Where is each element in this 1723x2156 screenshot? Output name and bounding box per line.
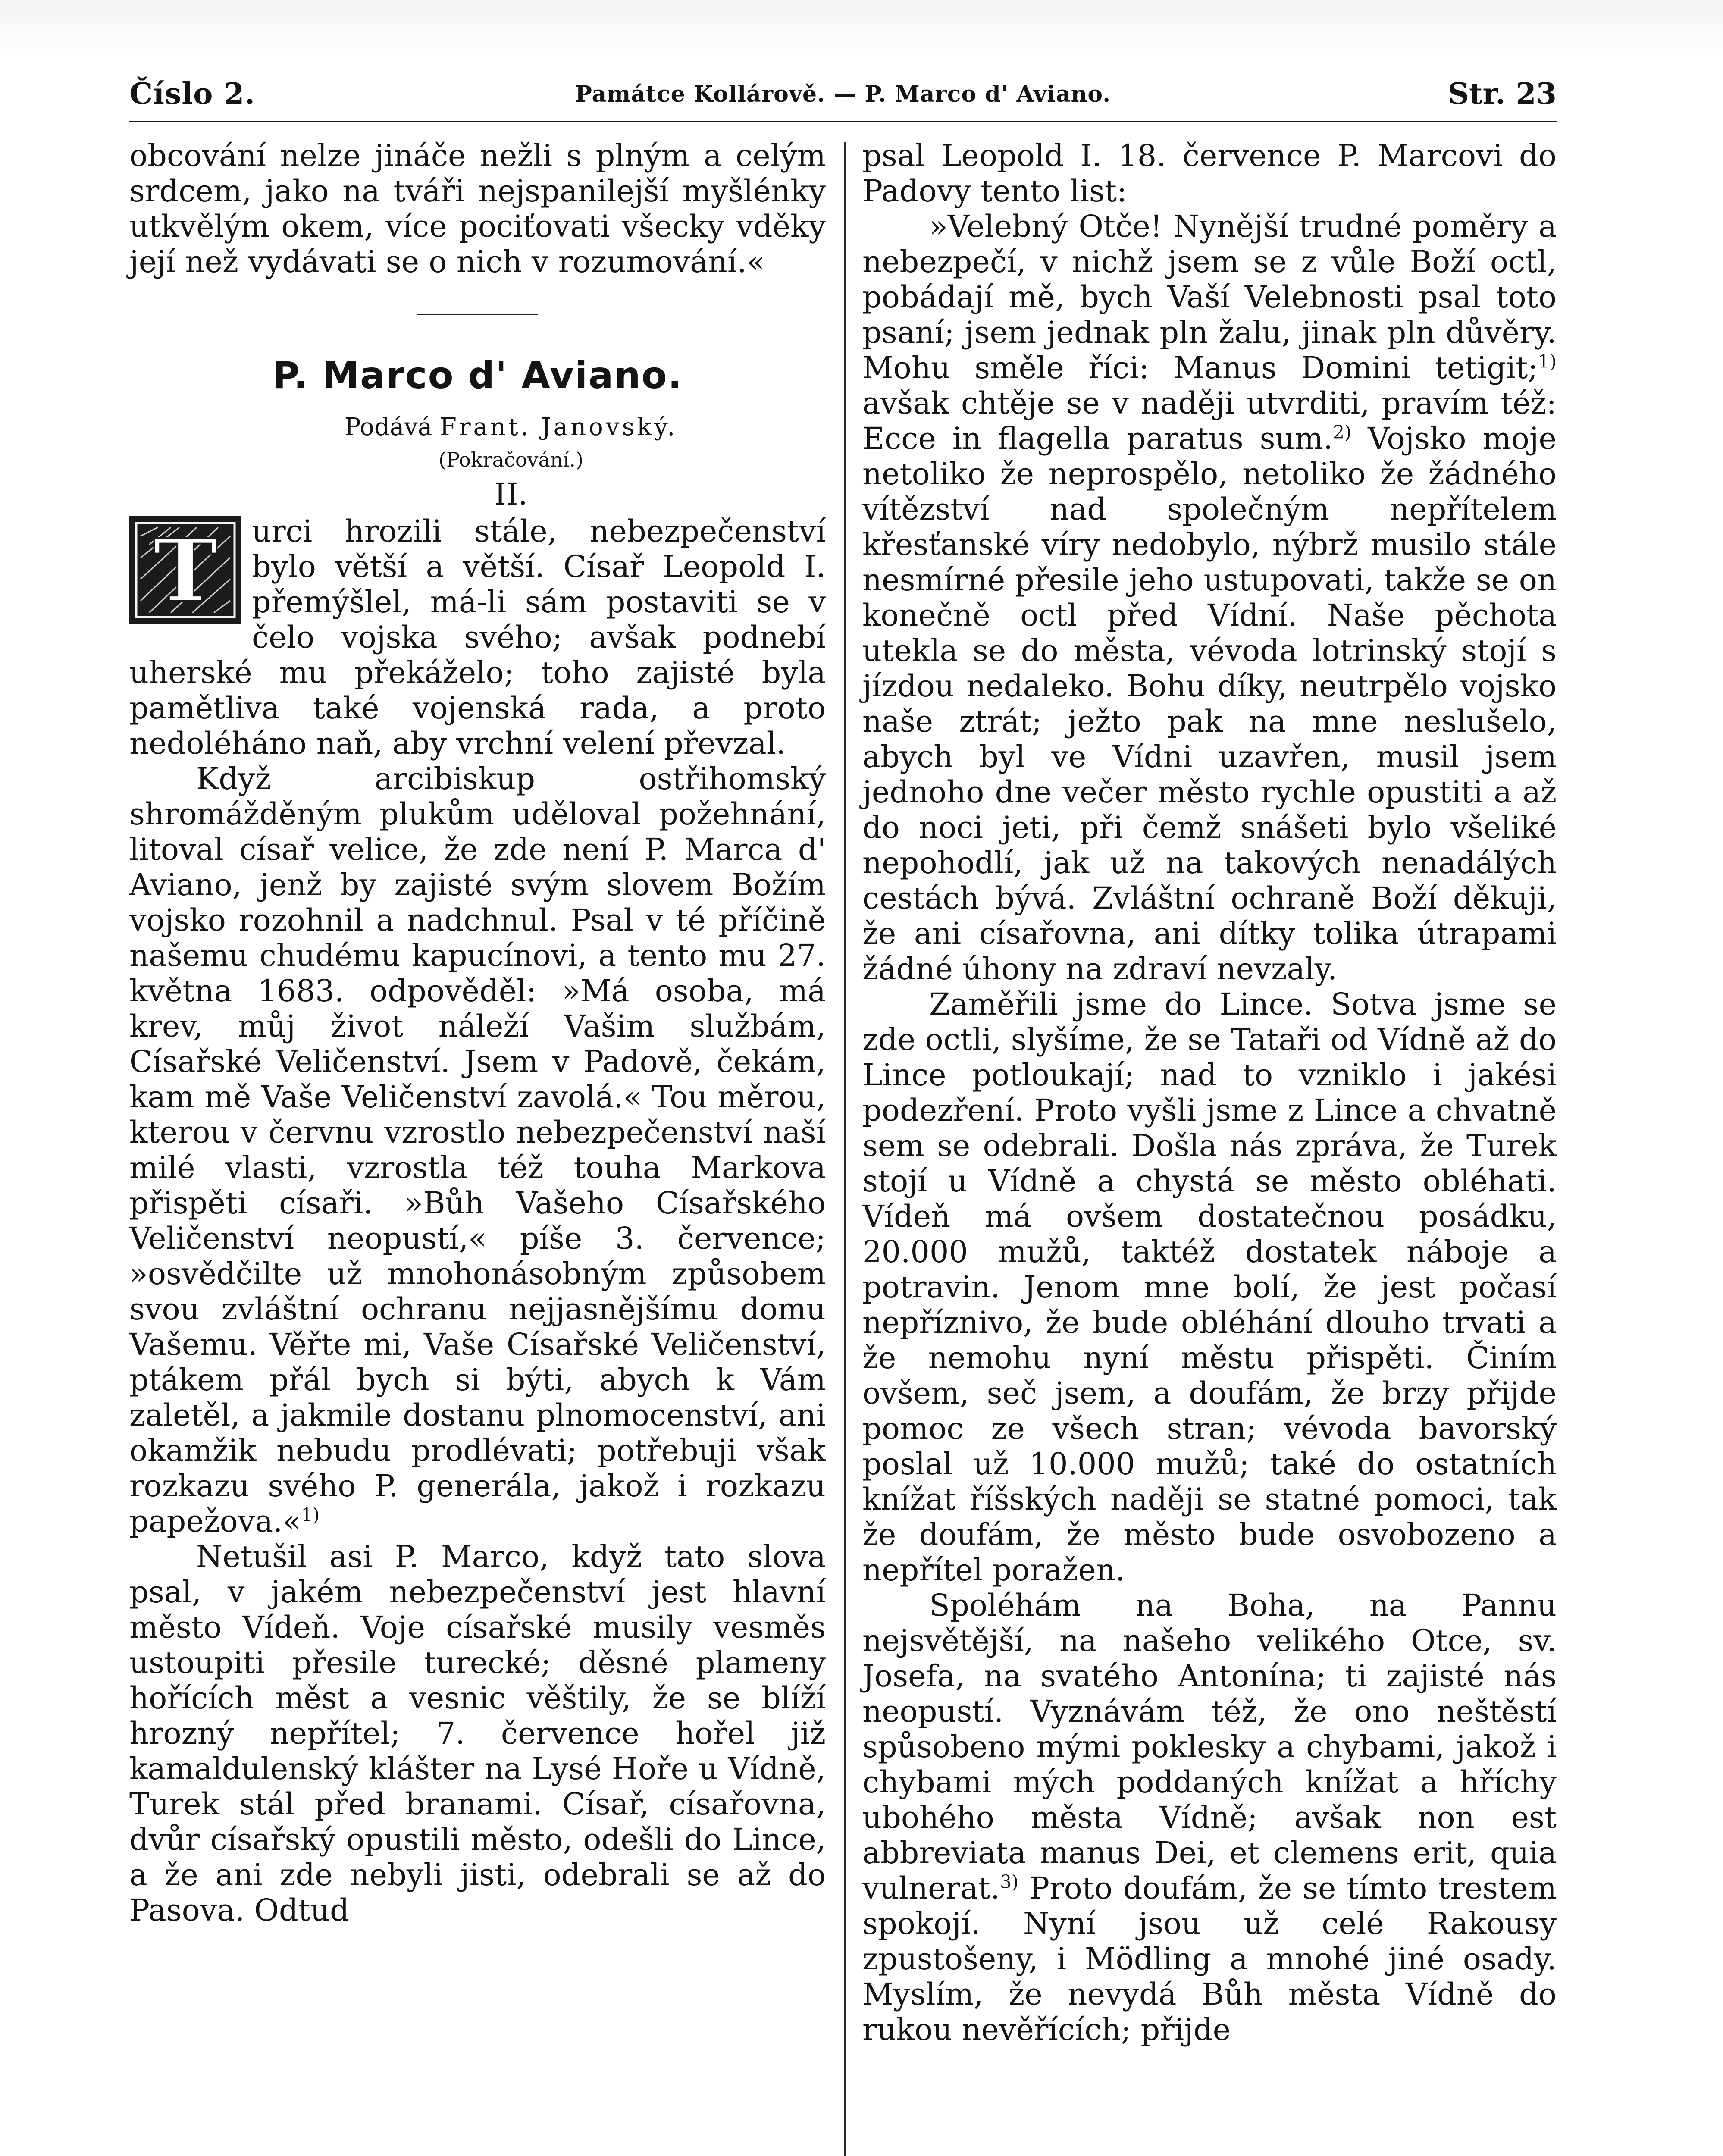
footnote-ref: 2) — [1333, 421, 1352, 443]
left-column — [129, 138, 826, 2134]
section-number: II. — [494, 476, 528, 512]
paragraph: Netušil asi P. Marco, když tato slova psal, v jakém nebezpečenství jest hlavní město Vídeň. Voje císařské musily vesměs ustoupiti přesile turecké; děsné plameny hořících měst a vesnic věštily, že se blíží hrozný nepřítel; 7. července hořel již kamaldulenský klášter na Lysé Hoře u Vídně, Turek stál před branami. Císař, císařovna, dvůr císařský opustili město, odešli do Lince, a že ani zde nebyli jisti, odebrali se až do Pasova. Odtud — [129, 1539, 826, 1928]
initial-letter: T — [153, 520, 218, 621]
byline-author: Frant. Janovský. — [440, 413, 678, 441]
running-header — [129, 73, 1557, 122]
previous-article-ending: obcování nelze jináče nežli s plným a celým srdcem, jako na tváři nejspanilejší myšlénky utkvělým okem, více pociťovati všecky vděky její než vydávati se o nich v rozumování.« — [129, 138, 826, 279]
issue-number: Číslo 2. — [129, 77, 256, 111]
page-number: Str. 23 — [1447, 77, 1557, 111]
byline — [129, 410, 826, 445]
article-title: P. Marco d' Aviano. — [272, 354, 683, 397]
paragraph: Zaměřili jsme do Lince. Sotva jsme se zde octli, slyšíme, že se Tataři od Vídně až do Lince potloukají; nad to vzniklo i jakési podezření. Proto vyšli jsme z Lince a chvatně sem se odebrali. Došla nás zpráva, že Turek stojí u Vídně a chystá se město obléhati. Vídeň má ovšem dostatečnou posádku, 20.000 mužů, taktéž dostatek náboje a potravin. Jenom mne bolí, že jest počasí nepříznivo, že bude obléhání dlouho trvati a že nemohu nyní městu přispěti. Činím ovšem, seč jsem, a doufám, že brzy přijde pomoc ze všech stran; vévoda bavorský poslal už 10.000 mužů; také do ostatních knížat říšských naději se statné pomoci, tak že doufám, že město bude osvobozeno a nepřítel poražen. — [862, 987, 1557, 1588]
ornamental-initial — [129, 516, 241, 624]
first-paragraph: urci hrozili stále, nebezpečenství bylo větší a větší. Císař Leopold I. přemýšlel, má-li sám postaviti se v čelo vojska svého; avšak podnebí uherské mu překáželo; toho zajisté byla pamětliva také vojenská rada, a proto nedoléháno naň, aby vrchní velení převzal. — [129, 514, 826, 761]
byline-prefix: Podává — [344, 413, 432, 441]
article-separator — [417, 314, 538, 315]
footnote-ref: 1) — [1538, 351, 1557, 372]
paragraph: psal Leopold I. 18. července P. Marcovi do Padovy tento list: — [862, 138, 1557, 209]
footnote-ref: 1) — [301, 1504, 320, 1526]
column-divider — [844, 142, 846, 2156]
running-title: Památce Kollárově. — P. Marco d' Aviano. — [575, 81, 1111, 107]
letter-paragraph: »Velebný Otče! Nynější trudné poměry a nebezpečí, v nichž jsem se z vůle Boží octl, pobádají mě, bych Vaší Velebnosti psal toto psaní; jsem jednak pln žalu, jinak pln důvěry. Mohu směle říci: Manus Domini tetigit;$^{1)}$ avšak chtěje se v naději utvrditi, pravím též: Ecce in flagella paratus sum.$^{2)}$ Vojsko moje netoliko že neprospělo, netoliko že žádného vítězství nad společným nepřítelem křesťanské víry nedobylo, nýbrž musilo stále nesmírné přesile jeho ustupovati, takže se on konečně octl před Vídní. Naše pěchota utekla se do města, vévoda lotrinský stojí s jízdou nedaleko. Bohu díky, neutrpělo vojsko naše ztrát; ježto pak na mne neslušelo, abych byl ve Vídni uzavřen, musil jsem jednoho dne večer město rychle opustiti a až do noci jeti, při čemž snášeti bylo všeliké nepohodlí, jak už na takových nenadálých cestách bývá. Zvláštní ochraně Boží děkuji, že ani císařovna, ani dítky tolika útrapami žádné úhony na zdraví nevzaly. — [862, 209, 1557, 987]
ornament-pattern-icon — [132, 519, 239, 621]
right-column — [862, 138, 1557, 2134]
paragraph: Když arcibiskup ostřihomský shromážděným plukům uděloval požehnání, litoval císař velice, že zde není P. Marca d' Aviano, jenž by zajisté svým slovem Božím vojsko rozohnil a nadchnul. Psal v té příčině našemu chudému kapucínovi, a tento mu 27. května 1683. odpověděl: »Má osoba, má krev, můj život náleží Vašim službám, Císařské Veličenství. Jsem v Padově, čekám, kam mě Vaše Veličenství zavolá.« Tou měrou, kterou v červnu vzrostlo nebezpečenství naší milé vlasti, vzrostla též touha Markova přispěti císaři. »Bůh Vašeho Císařského Veličenství neopustí,« píše 3. července; »osvědčilte už mnohonásobným způsobem svou zvláštní ochranu nejjasnějšímu domu Vašemu. Věřte mi, Vaše Císařské Veličenství, ptákem přál bych si býti, abych k Vám zaletěl, a jakmile dostanu plnomocenství, ani okamžik nebudu prodlévati; potřebuji však rozkazu svého P. generála, jakož i rozkazu papežova.«$^{1)}$ — [129, 761, 826, 1539]
footnote-ref: 3) — [1000, 1871, 1019, 1893]
continuation-note: (Pokračování.) — [439, 448, 583, 471]
first-paragraph-block — [129, 514, 826, 761]
paragraph: Spoléhám na Boha, na Pannu nejsvětější, na našeho velikého Otce, sv. Josefa, na svatého Antonína; ti zajisté nás neopustí. Vyznávám též, že ono neštěstí spůsobeno mými poklesky a chybami, jakož i chybami mých poddaných knížat a hříchy ubohého města Vídně; avšak non est abbreviata manus Dei, et clemens erit, quia vulnerat.$^{3)}$ Proto doufám, že se tímto trestem spokojí. Nyní jsou už celé Rakousy zpustošeny, i Mödling a mnohé jiné osady. Myslím, že nevydá Bůh města Vídně do rukou nevěřících; přijde — [862, 1588, 1557, 2047]
